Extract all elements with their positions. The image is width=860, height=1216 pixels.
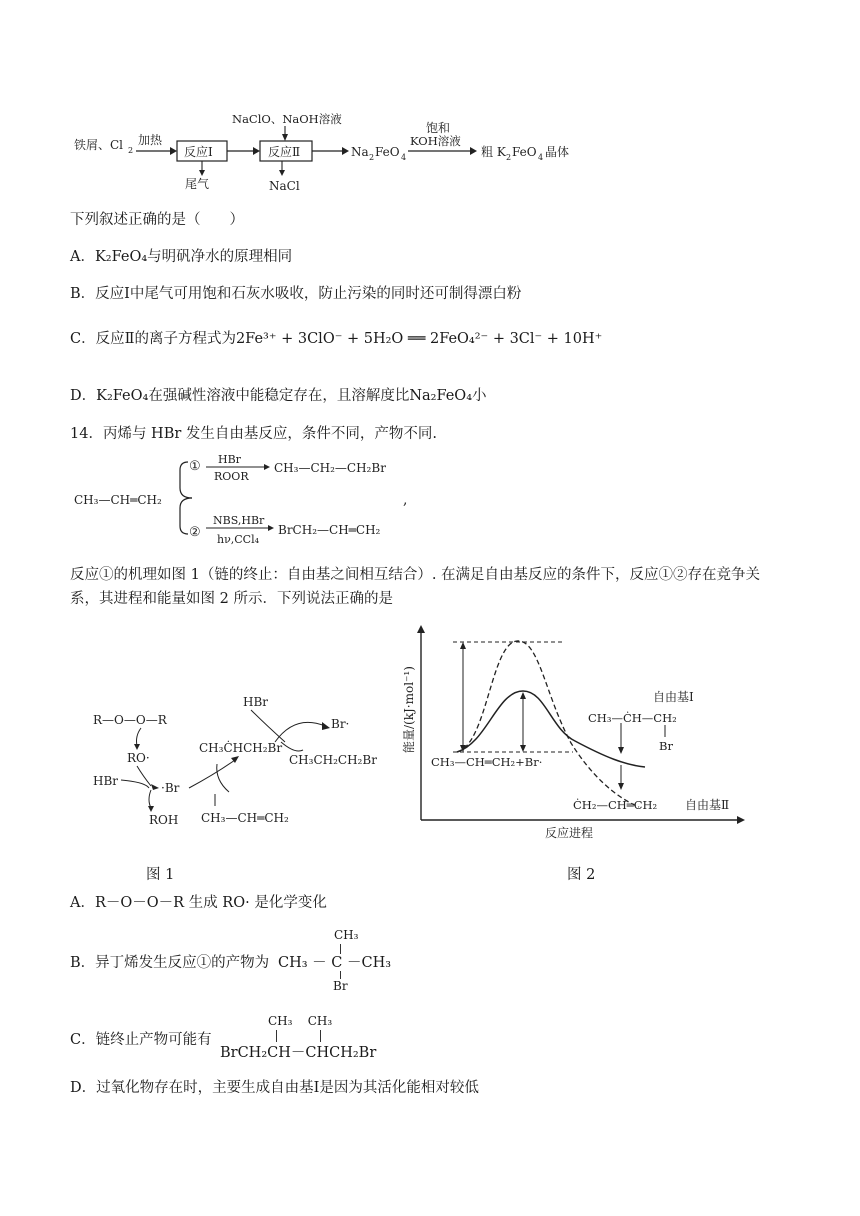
- flow-product1: Na: [351, 145, 369, 159]
- option-b-top: CH₃: [334, 928, 359, 942]
- flow-product1-sub: 2: [369, 153, 375, 162]
- option-c-top: CH₃ CH₃: [268, 1014, 333, 1028]
- flow-final-rest: FeO: [512, 145, 537, 159]
- fig1-ro: RO·: [127, 751, 150, 765]
- fig2-caption: 图 2: [567, 867, 596, 883]
- option-b-pre: B．异丁烯发生反应①的产物为: [70, 955, 270, 971]
- flow-final: 粗 K: [481, 145, 506, 159]
- fig1-roh: ROH: [149, 813, 179, 827]
- flow-tail-gas: 尾气: [185, 177, 210, 191]
- option-c-pre: C．链终止产物可能有: [70, 1032, 212, 1048]
- reaction-scheme-svg: [70, 452, 430, 548]
- fig1-roor: R—O—O—R: [93, 713, 167, 727]
- fig2-rad1-formula: CH₃—ĊH—CH₂: [588, 711, 677, 725]
- scheme-r1-num: ①: [189, 459, 201, 474]
- option-d: D．过氧化物存在时，主要生成自由基Ⅰ是因为其活化能相对较低: [70, 1080, 479, 1096]
- q13-option-b: B．反应Ⅰ中尾气可用饱和石灰水吸收，防止污染的同时还可制得漂白粉: [70, 286, 522, 302]
- flow-box2-label: 反应Ⅱ: [268, 145, 301, 159]
- fig2-ylabel: 能量/(kJ·mol⁻¹): [402, 666, 416, 753]
- scheme-r2-top: NBS,HBr: [213, 514, 265, 527]
- fig2-xlabel: 反应进程: [545, 826, 594, 840]
- reaction-scheme: [70, 452, 430, 548]
- figure-1-svg: [85, 690, 405, 830]
- fig1-br: ·Br: [161, 781, 180, 795]
- fig2-rad1-name: 自由基Ⅰ: [653, 690, 694, 704]
- scheme-comma: ,: [403, 492, 408, 508]
- q14-stem: 14．丙烯与 HBr 发生自由基反应，条件不同，产物不同.: [70, 426, 438, 442]
- fig2-reactant: CH₃—CH═CH₂+Br·: [431, 755, 543, 769]
- flow-start: 铁屑、Cl: [74, 138, 124, 152]
- flow-top-reagent: NaClO、NaOH溶液: [232, 112, 342, 126]
- flow-arrow-top2: KOH溶液: [410, 134, 461, 148]
- flow-chart-svg: [70, 110, 610, 195]
- fig1-caption: 图 1: [146, 867, 175, 883]
- option-b-bottom: Br: [333, 979, 348, 993]
- fig2-rad1-br: Br: [659, 739, 673, 753]
- option-c-bond-1: [276, 1030, 277, 1042]
- scheme-r1-bottom: ROOR: [214, 470, 249, 483]
- q14-para2: 系，其进程和能量如图 2 所示．下列说法正确的是: [70, 591, 393, 607]
- option-c-formula: BrCH₂CH－CHCH₂Br: [220, 1045, 377, 1061]
- option-b-formula: CH₃ － C －CH₃: [278, 955, 392, 971]
- flow-final-sub: 2: [506, 153, 512, 162]
- figure-2-svg: [395, 625, 750, 847]
- fig2-rad2-formula: ĊH₂—CH═CH₂: [573, 798, 658, 812]
- fig1-hbr2: HBr: [243, 695, 269, 709]
- option-b-bond-bottom: [340, 971, 341, 979]
- q13-stem: 下列叙述正确的是（ ）: [70, 212, 244, 228]
- scheme-r2-bottom: hν,CCl₄: [217, 533, 260, 546]
- flow-product1-sub2: 4: [401, 153, 407, 162]
- q13-option-d: D．K₂FeO₄在强碱性溶液中能稳定存在，且溶解度比Na₂FeO₄小: [70, 388, 487, 404]
- flow-arrow-top1: 饱和: [426, 121, 451, 135]
- fig1-radical: CH₃ĊHCH₂Br: [199, 741, 283, 755]
- scheme-reactant: CH₃—CH═CH₂: [74, 493, 162, 507]
- flow-nacl: NaCl: [269, 179, 300, 193]
- flow-box1-label: 反应Ⅰ: [184, 145, 213, 159]
- q13-option-c: C．反应Ⅱ的离子方程式为2Fe³⁺ + 3ClO⁻ + 5H₂O ══ 2FeO₄²⁻ + 3Cl⁻ + 10H⁺: [70, 331, 603, 347]
- option-c-bond-2: [320, 1030, 321, 1042]
- figure-2: [395, 625, 750, 847]
- figure-1: [85, 690, 405, 830]
- fig1-product: CH₃CH₂CH₂Br: [289, 753, 377, 767]
- fig1-propene: CH₃—CH═CH₂: [201, 811, 289, 825]
- scheme-r2-product: BrCH₂—CH═CH₂: [278, 523, 381, 537]
- scheme-r2-num: ②: [189, 525, 201, 540]
- flow-heat: 加热: [138, 133, 163, 147]
- flow-final-end: 晶体: [545, 145, 570, 159]
- q14-para1: 反应①的机理如图 1（链的终止：自由基之间相互结合）. 在满足自由基反应的条件下，反应①②存在竞争关: [70, 567, 761, 583]
- fig1-br2: Br·: [331, 717, 350, 731]
- flow-chart: [70, 110, 610, 195]
- scheme-r1-top: HBr: [218, 453, 241, 466]
- fig1-hbr: HBr: [93, 774, 119, 788]
- scheme-r1-product: CH₃—CH₂—CH₂Br: [274, 461, 386, 475]
- fig2-rad2-name: 自由基Ⅱ: [685, 798, 730, 812]
- q13-option-a: A．K₂FeO₄与明矾净水的原理相同: [70, 249, 293, 265]
- option-a: A．R－O－O－R 生成 RO· 是化学变化: [70, 895, 327, 911]
- flow-final-sub2: 4: [538, 153, 544, 162]
- flow-start-sub: 2: [128, 146, 134, 155]
- flow-product1-rest: FeO: [375, 145, 400, 159]
